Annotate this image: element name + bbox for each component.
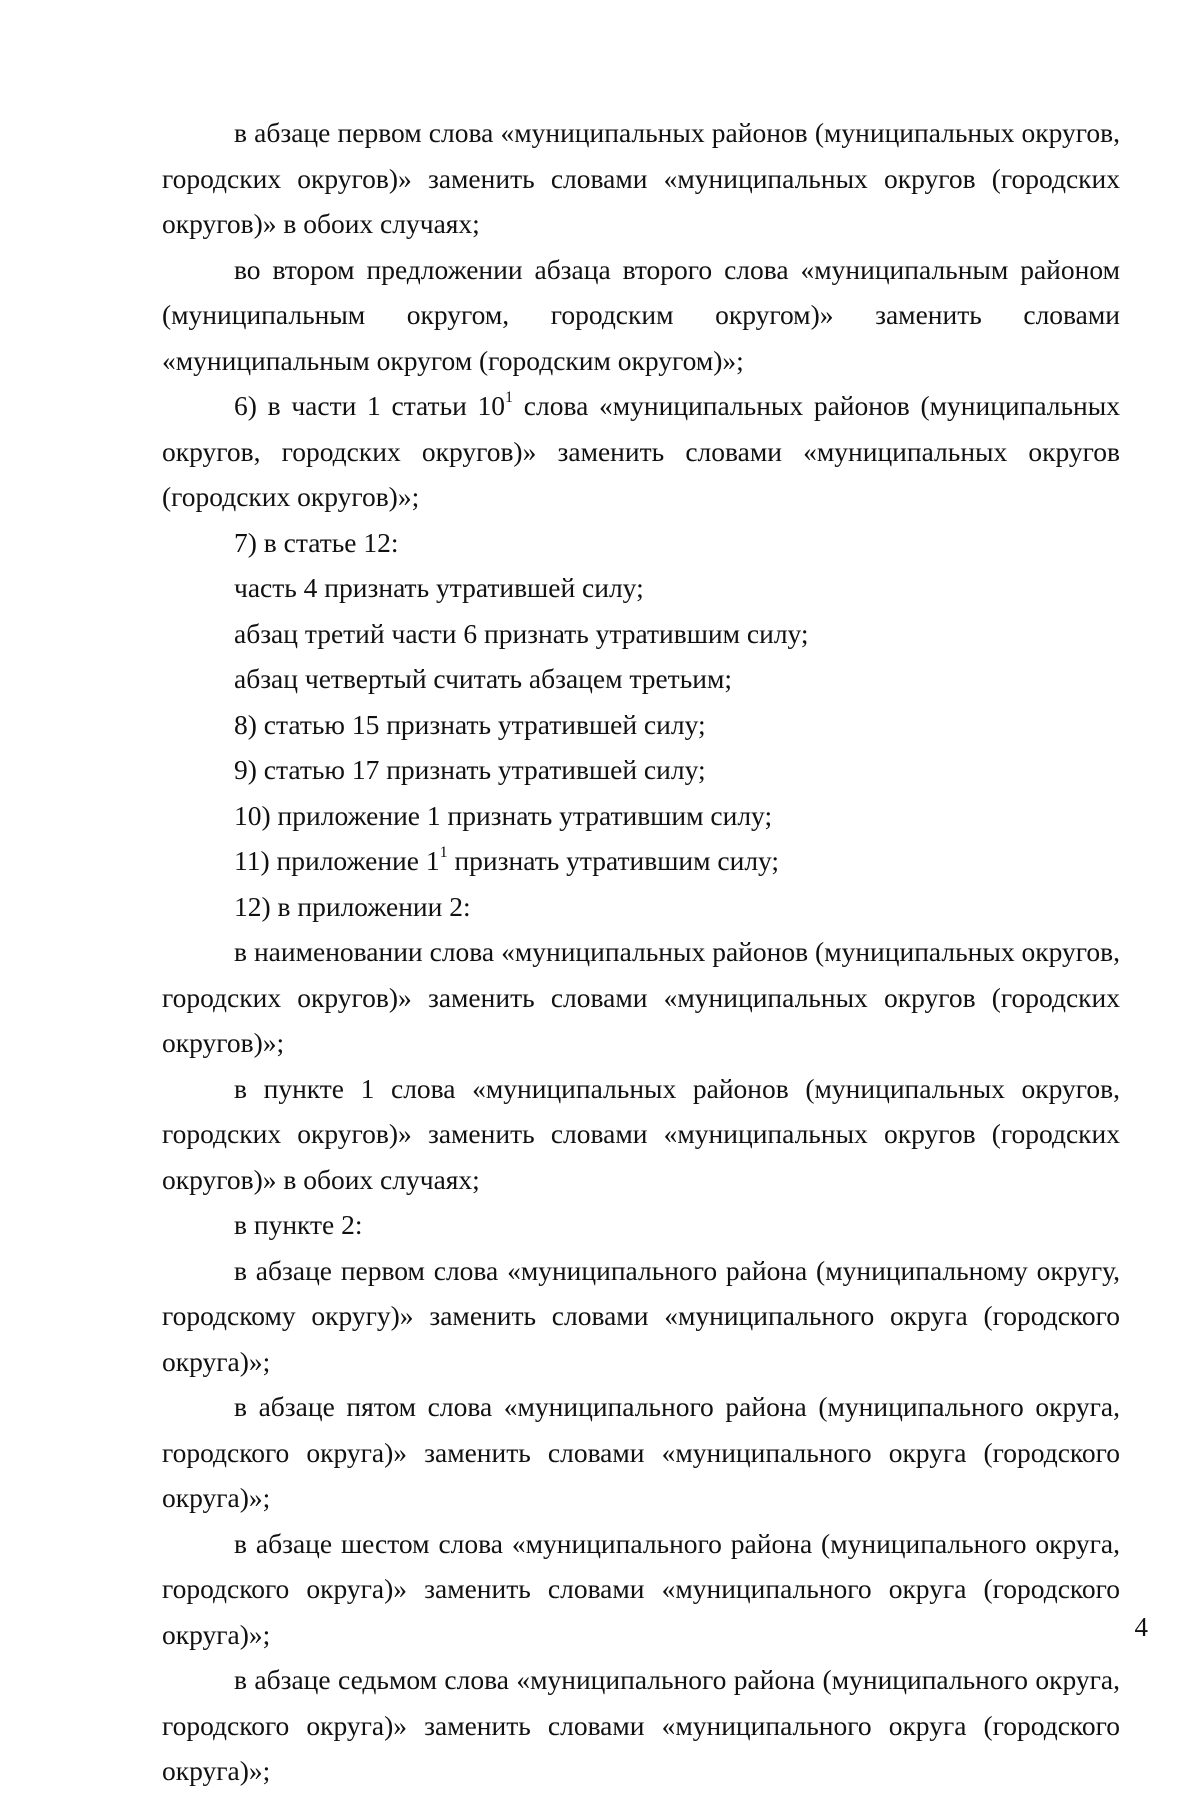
paragraph: 9) статью 17 признать утратившей силу; [234, 754, 706, 785]
superscript: 1 [439, 843, 448, 861]
paragraph: во втором предложении абзаца второго слова «муниципальным районом (муниципальным округом, городским округом)» заменить словами «муниципальным округом (городским округом)»; [162, 253, 1120, 376]
page-number: 4 [1134, 1612, 1148, 1642]
paragraph: 12) в приложении 2: [234, 890, 471, 922]
paragraph-text-before: 11) приложение 1 [234, 845, 440, 876]
paragraph: в абзаце первом слова «муниципальных районов (муниципальных округов, городских округов)» заменить словами «муниципальных округов (городских округов)» в обоих случаях; [162, 117, 1120, 239]
paragraph: в пункте 1 слова «муниципальных районов (муниципальных округов, городских округов)» заменить словами «муниципальных округов (городских округов)» в обоих случаях; [162, 1072, 1120, 1195]
paragraph-text-before: 6) в части 1 статьи 10 [234, 390, 506, 421]
paragraph: в абзаце шестом слова «муниципального района (муниципального округа, городского округа)» заменить словами «муниципального округа (городского округа)»; [162, 1527, 1120, 1650]
paragraph: в пункте 2: [234, 1209, 363, 1240]
paragraph: в абзаце первом слова «муниципального района (муниципальному округу, городскому округу)» заменить словами «муниципального округа (городского округа)»; [162, 1254, 1120, 1377]
paragraph: 7) в статье 12: [234, 526, 399, 558]
paragraph: в абзаце седьмом слова «муниципального района (муниципального округа, городского округа)» заменить словами «муниципального округа (городского округа)»; [162, 1664, 1120, 1786]
paragraph: абзац третий части 6 признать утратившим силу; [234, 617, 809, 649]
paragraph-with-superscript [162, 838, 1120, 884]
superscript: 1 [505, 388, 514, 406]
document-body [162, 110, 1120, 1794]
paragraph: 10) приложение 1 признать утратившим силу; [234, 799, 773, 831]
paragraph: 8) статью 15 признать утратившей силу; [234, 708, 706, 740]
paragraph-text-after: слова «муниципальных районов (муниципальных округов, городских округов)» заменить словами «муниципальных округов (городских округов)»; [162, 390, 1120, 512]
paragraph: часть 4 признать утратившей силу; [234, 572, 644, 603]
paragraph-text-after: признать утратившим силу; [447, 845, 780, 876]
paragraph-with-superscript [162, 383, 1120, 520]
paragraph: в наименовании слова «муниципальных районов (муниципальных округов, городских округов)» заменить словами «муниципальных округов (городских округов)»; [162, 936, 1120, 1058]
paragraph: абзац четвертый считать абзацем третьим; [234, 663, 732, 694]
paragraph: в абзаце пятом слова «муниципального района (муниципального округа, городского округа)» заменить словами «муниципального округа (городского округа)»; [162, 1391, 1120, 1513]
